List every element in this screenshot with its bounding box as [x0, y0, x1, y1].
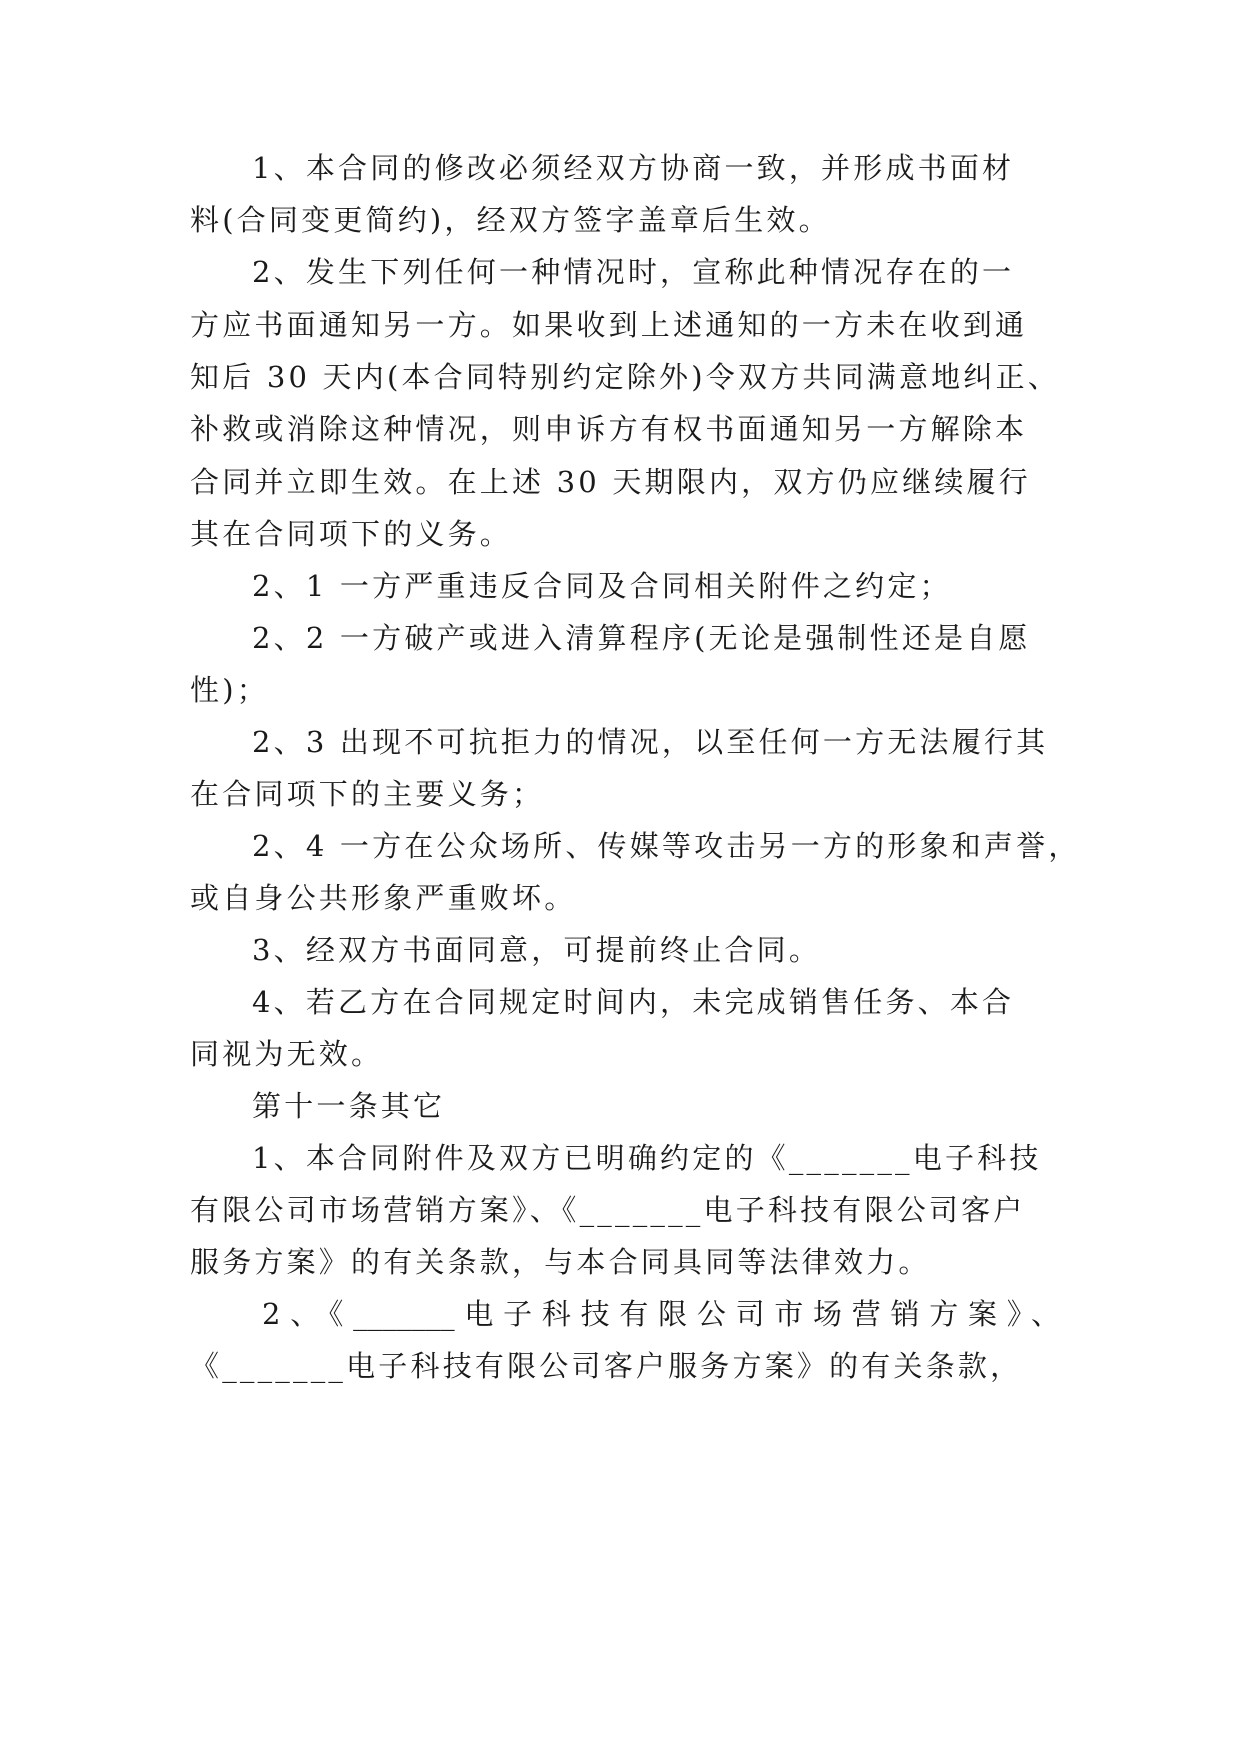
paragraph-2-line-2: 方应书面通知另一方。如果收到上述通知的一方未在收到通: [190, 308, 1028, 342]
item-2-4-line-1: 2、4 一方在公众场所、传媒等攻击另一方的形象和声誉，: [252, 829, 1081, 863]
item-2-1: 2、1 一方严重违反合同及合同相关附件之约定；: [252, 569, 952, 603]
paragraph-2-line-4: 补救或消除这种情况，则申诉方有权书面通知另一方解除本: [190, 412, 1028, 446]
paragraph-3: 3、经双方书面同意，可提前终止合同。: [252, 933, 822, 967]
paragraph-4-line-1: 4、若乙方在合同规定时间内，未完成销售任务、本合: [252, 985, 1015, 1019]
article-11-item-1-line-3: 服务方案》的有关条款，与本合同具同等法律效力。: [190, 1245, 931, 1279]
paragraph-2-line-1: 2、发生下列任何一种情况时，宣称此种情况存在的一: [252, 255, 1015, 289]
item-2-2-line-1: 2、2 一方破产或进入清算程序(无论是强制性还是自愿: [252, 621, 1031, 655]
item-2-3-line-2: 在合同项下的主要义务；: [190, 777, 545, 811]
paragraph-2-line-6: 其在合同项下的义务。: [190, 517, 513, 551]
paragraph-2-line-3: 知后 30 天内(本合同特别约定除外)令双方共同满意地纠正、: [190, 360, 1060, 394]
item-2-4-line-2: 或自身公共形象严重败坏。: [190, 881, 577, 915]
paragraph-1-line-2: 料(合同变更简约)，经双方签字盖章后生效。: [190, 203, 831, 237]
article-11-item-1-line-2: 有限公司市场营销方案》、《_______电子科技有限公司客户: [190, 1193, 1026, 1227]
section-heading-article-11: 第十一条其它: [252, 1089, 446, 1123]
article-11-item-1-line-1: 1、本合同附件及双方已明确约定的《_______电子科技: [252, 1141, 1042, 1175]
article-11-item-2-line-1: 2、《_______电子科技有限公司市场营销方案》、: [262, 1297, 1060, 1331]
paragraph-4-line-2: 同视为无效。: [190, 1037, 384, 1071]
paragraph-2-line-5: 合同并立即生效。在上述 30 天期限内，双方仍应继续履行: [190, 465, 1031, 499]
item-2-2-line-2: 性)；: [190, 673, 269, 707]
paragraph-1-line-1: 1、本合同的修改必须经双方协商一致，并形成书面材: [252, 151, 1015, 185]
item-2-3-line-1: 2、3 出现不可抗拒力的情况，以至任何一方无法履行其: [252, 725, 1049, 759]
article-11-item-2-line-2: 《_______电子科技有限公司客户服务方案》的有关条款，: [190, 1349, 1023, 1383]
